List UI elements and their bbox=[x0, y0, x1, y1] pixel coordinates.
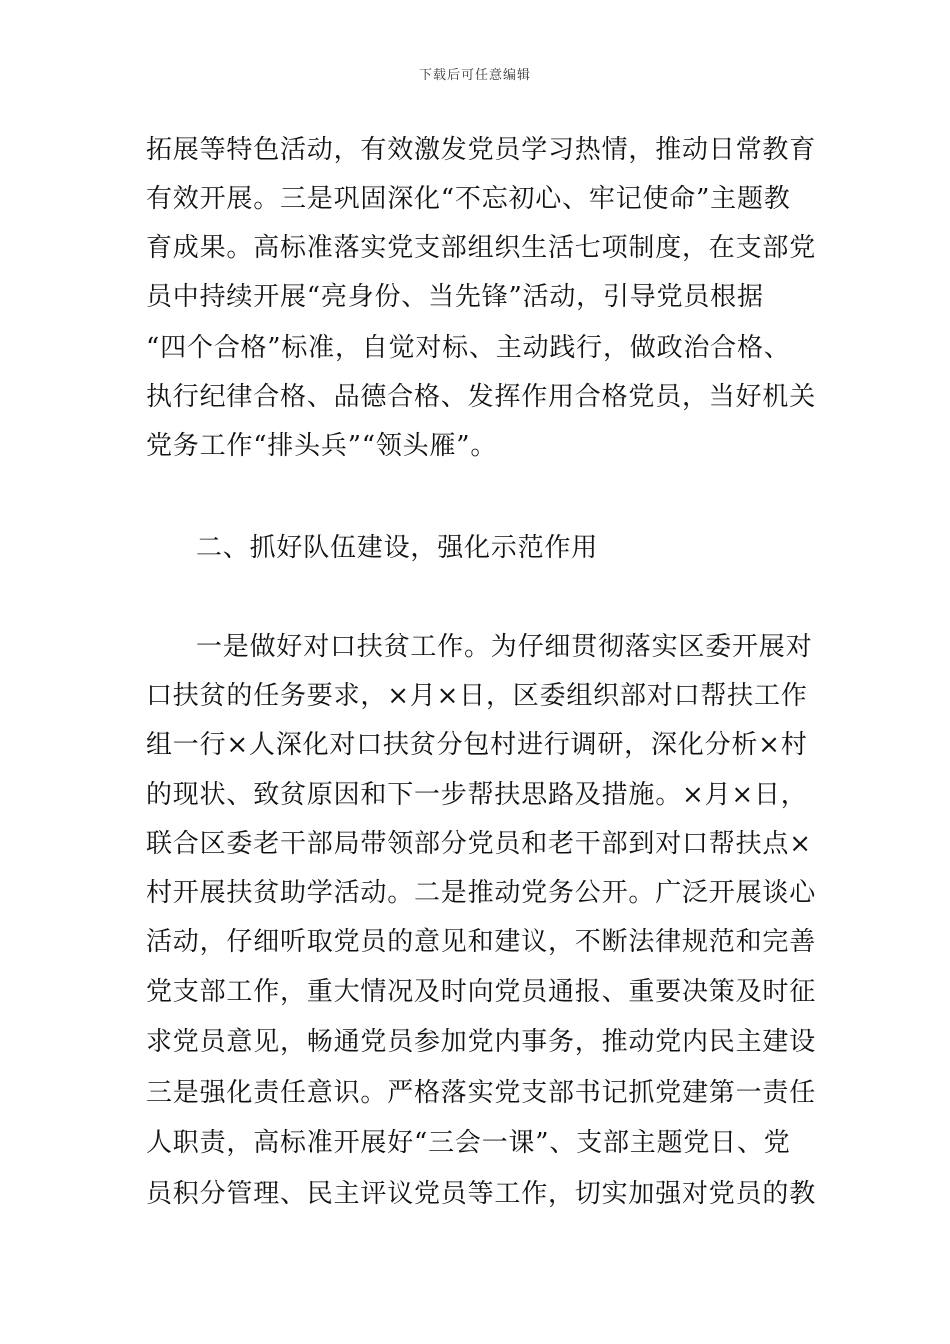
paragraph-line: 有效开展。三是巩固深化“不忘初心、牢记使命”主题教 bbox=[146, 184, 791, 214]
paragraph-line: 口扶贫的任务要求，×月×日，区委组织部对口帮扶工作 bbox=[146, 681, 808, 711]
paragraph-line: 人职责，高标准开展好“三会一课”、支部主题党日、党 bbox=[146, 1128, 791, 1158]
paragraph-line: 党支部工作，重大情况及时向党员通报、重要决策及时征 bbox=[146, 977, 817, 1007]
paragraph-line: 员中持续开展“亮身份、当先锋”活动，引导党员根据 bbox=[146, 282, 764, 312]
paragraph-line: 员积分管理、民主评议党员等工作，切实加强对党员的教 bbox=[146, 1179, 817, 1209]
paragraph-line: 组一行×人深化对口扶贫分包村进行调研，深化分析×村 bbox=[146, 730, 808, 760]
paragraph-line: 执行纪律合格、品德合格、发挥作用合格党员，当好机关 bbox=[146, 382, 817, 412]
paragraph-line: 育成果。高标准落实党支部组织生活七项制度，在支部党 bbox=[146, 233, 817, 263]
paragraph-line: 联合区委老干部局带领部分党员和老干部到对口帮扶点× bbox=[146, 829, 812, 859]
paragraph-line: 的现状、致贫原因和下一步帮扶思路及措施。×月×日， bbox=[146, 780, 808, 810]
paragraph-line: “四个合格”标准，自觉对标、主动践行，做政治合格、 bbox=[146, 333, 791, 363]
section-heading: 二、抓好队伍建设，强化示范作用 bbox=[196, 533, 599, 563]
paragraph-line: 村开展扶贫助学活动。二是推动党务公开。广泛开展谈心 bbox=[146, 878, 817, 908]
paragraph-line: 一是做好对口扶贫工作。为仔细贯彻落实区委开展对 bbox=[196, 632, 813, 662]
paragraph-line: 求党员意见，畅通党员参加党内事务，推动党内民主建设 bbox=[146, 1027, 817, 1057]
page-header: 下载后可任意编辑 bbox=[418, 68, 531, 83]
paragraph-line: 拓展等特色活动，有效激发党员学习热情，推动日常教育 bbox=[146, 135, 817, 165]
paragraph-line: 党务工作“排头兵”“领头雁”。 bbox=[146, 431, 498, 461]
paragraph-line: 活动，仔细听取党员的意见和建议，不断法律规范和完善 bbox=[146, 927, 817, 957]
paragraph-line: 三是强化责任意识。严格落实党支部书记抓党建第一责任 bbox=[146, 1078, 817, 1108]
